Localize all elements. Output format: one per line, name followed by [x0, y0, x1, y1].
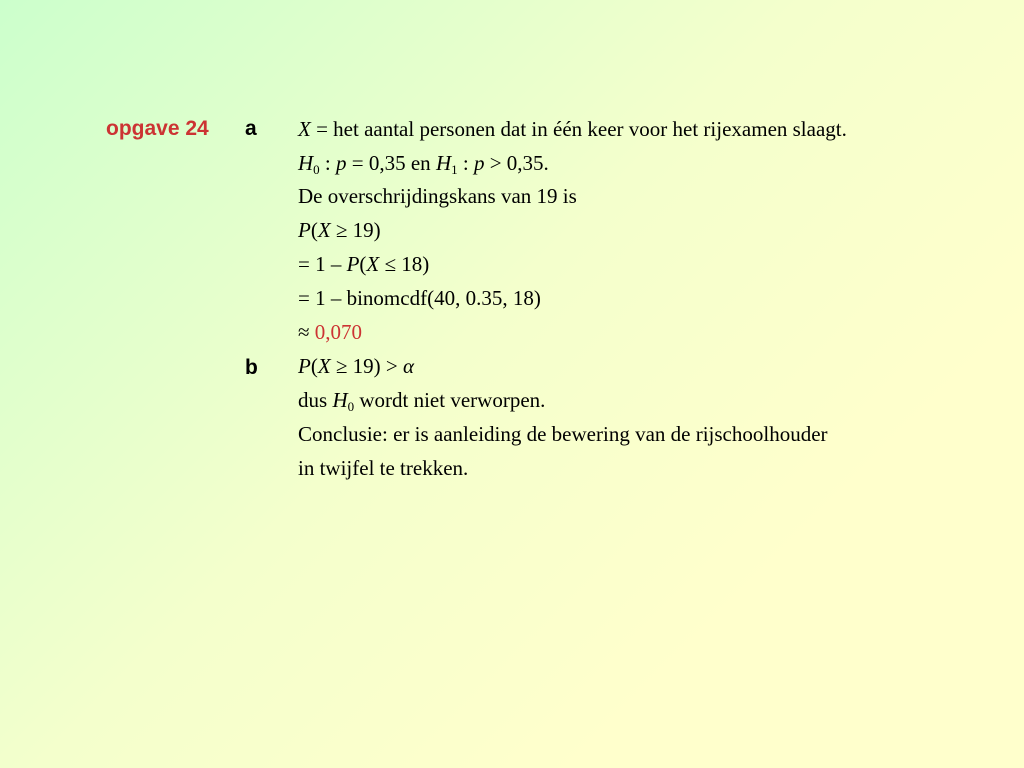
part-b-line-1 — [298, 353, 414, 379]
prob-symbol: P — [346, 252, 360, 276]
alpha-symbol: α — [403, 354, 415, 378]
paren: ( — [310, 354, 318, 378]
part-a-line-7 — [298, 319, 362, 345]
paren: ( — [310, 218, 318, 242]
complement-prefix: = 1 – — [298, 252, 347, 276]
part-b-line-4: in twijfel te trekken. — [298, 456, 469, 480]
exercise-title: opgave 24 — [106, 117, 209, 140]
prob-symbol: P — [298, 354, 311, 378]
h1-subscript: 1 — [451, 162, 458, 177]
prob-symbol: P — [298, 218, 311, 242]
h0-symbol: H — [298, 151, 314, 175]
not-rejected-text: wordt niet verworpen. — [354, 388, 546, 412]
h0-symbol: H — [332, 388, 348, 412]
variable-x: X — [366, 252, 380, 276]
part-b-line-3: Conclusie: er is aanleiding de bewering van de rijschoolhouder — [298, 422, 828, 446]
part-b-line-2 — [298, 387, 545, 413]
h1-symbol: H — [435, 151, 452, 175]
inequality: ≤ 18) — [379, 252, 430, 276]
part-a-line-1 — [298, 116, 847, 142]
part-a-line-2 — [298, 150, 549, 176]
part-a-line-4 — [298, 217, 381, 243]
inequality: ≥ 19) — [330, 218, 381, 242]
answer-value: 0,070 — [314, 320, 363, 344]
definition-text: = het aantal personen dat in één keer voor het rijexamen slaagt. — [310, 117, 847, 141]
part-a-line-6: = 1 – binomcdf(40, 0.35, 18) — [298, 286, 541, 310]
p-symbol: p — [473, 151, 485, 175]
variable-x: X — [317, 218, 331, 242]
part-a-line-5 — [298, 251, 429, 277]
part-b-label: b — [245, 356, 258, 379]
h0-separator: : — [319, 151, 337, 175]
part-a-label: a — [245, 117, 257, 140]
part-a-line-3: De overschrijdingskans van 19 is — [298, 184, 577, 208]
h1-value: > 0,35. — [484, 151, 549, 175]
h0-subscript: 0 — [313, 162, 320, 177]
variable-x: X — [298, 117, 311, 141]
h1-separator: : — [457, 151, 474, 175]
p-symbol: p — [336, 151, 347, 175]
inequality: ≥ 19) > — [330, 354, 404, 378]
approx-sign: ≈ — [298, 320, 315, 344]
paren: ( — [359, 252, 367, 276]
variable-x: X — [317, 354, 331, 378]
dus-text: dus — [298, 388, 333, 412]
h0-value: = 0,35 en — [346, 151, 436, 175]
h0-subscript: 0 — [347, 399, 355, 414]
